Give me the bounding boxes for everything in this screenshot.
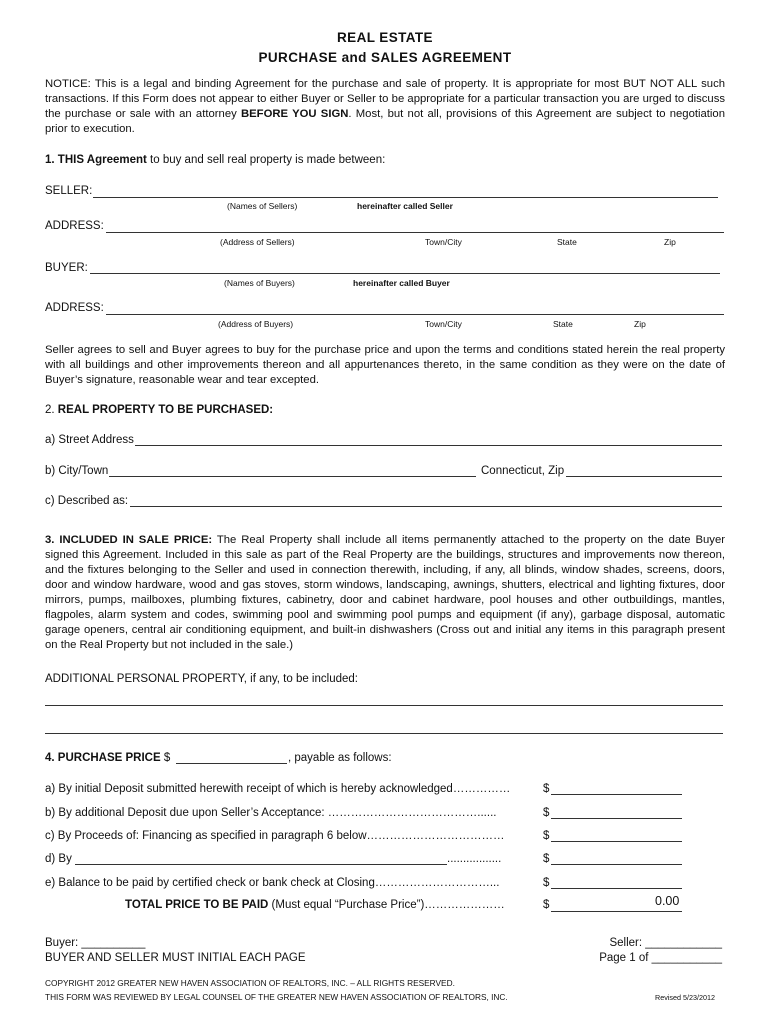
additional-property-line-1[interactable] [45,705,723,706]
payment-e-label: e) Balance to be paid by certified check or bank check at Closing…………………………... [45,877,500,889]
additional-property-line-2[interactable] [45,733,723,734]
seller-called-caption: hereinafter called Seller [357,201,453,211]
total-price-label: TOTAL PRICE TO BE PAID (Must equal “Purchase Price”)………………… [125,899,505,911]
payment-d-field[interactable] [551,864,682,865]
payment-e-field[interactable] [551,888,682,889]
buyer-called-caption: hereinafter called Buyer [353,278,450,288]
payable-text: , payable as follows: [288,752,392,764]
initial-notice: BUYER AND SELLER MUST INITIAL EACH PAGE [45,952,306,964]
payment-a-dollar: $ [543,783,550,795]
total-dollar: $ [543,899,550,911]
payment-e-dollar: $ [543,877,550,889]
buyer-town-caption: Town/City [425,319,462,329]
seller-address-label: ADDRESS: [45,220,104,232]
seller-address-field[interactable] [106,232,724,233]
additional-property-label: ADDITIONAL PERSONAL PROPERTY, if any, to be included: [45,673,358,685]
seller-label: SELLER: [45,185,93,197]
payment-b-dollar: $ [543,807,550,819]
section3-paragraph: 3. INCLUDED IN SALE PRICE: The Real Property shall include all items permanently attached to the property on the date Buyer signed this Agreement. Included in this sale as part of the Real Property are the buildings, structures and improvements now thereon, and the fixtures belonging to the Seller and used in connection therewith, including, if any, all blinds, window shades, screens, doors, door and window hardware, wood and gas stoves, storm windows, landscaping, awnings, shutters, electrical and lighting fixtures, door mirrors, pumps, mailboxes, plumbing fixtures, cabinetry, door and cabinet hardware, pool houses and other outbuildings, mantles, flagpoles, alarm system and codes, swimming pool and swimming pool pumps and equipment (if any), garbage disposal, automatic garage openers, central air conditioning equipment, and built-in dishwashers (Cross out and initial any items in this paragraph present on the Real Property but not included in the sale.) [45,534,726,651]
buyer-label: BUYER: [45,262,88,274]
seller-name-field[interactable] [93,197,718,198]
copyright-line: COPYRIGHT 2012 GREATER NEW HAVEN ASSOCIATION OF REALTORS, INC. – ALL RIGHTS RESERVED. [45,978,455,988]
notice-paragraph: NOTICE: This is a legal and binding Agreement for the purchase and sale of property. It is appropriate for most BUT NOT ALL such transactions. If this Form does not appear to either Buyer or Seller to be appropriate for a particular transaction you are urged to discuss the purchase or sale with an attorney BEFORE YOU SIGN. Most, but not all, provisions of this Agreement are subject to negotiation prior to execution. [45,78,726,135]
payment-d-label: d) By [45,853,72,865]
city-town-field[interactable] [109,476,476,477]
seller-initials[interactable]: Seller: ____________ [609,937,722,949]
total-price-value: 0.00 [655,894,680,908]
reviewed-line: THIS FORM WAS REVIEWED BY LEGAL COUNSEL OF THE GREATER NEW HAVEN ASSOCIATION OF REALTORS, INC. [45,992,508,1002]
buyer-state-caption: State [553,319,573,329]
described-as-field[interactable] [130,506,722,507]
title-agreement: PURCHASE and SALES AGREEMENT [258,50,512,65]
buyer-initials[interactable]: Buyer: __________ [45,937,146,949]
payment-a-field[interactable] [551,794,682,795]
buyer-name-field[interactable] [90,273,720,274]
agreement-paragraph: Seller agrees to sell and Buyer agrees to buy for the purchase price and upon the terms and conditions stated herein the real property with all buildings and other improvements thereon and all appurtenances thereto, in the same condition as they were on the date of Buyer’s signature, reasonable wear and tear excepted. [45,344,725,386]
payment-c-label: c) By Proceeds of: Financing as specified in paragraph 6 below……………………………… [45,830,505,842]
payment-c-dollar: $ [543,830,550,842]
seller-address-caption: (Address of Sellers) [220,237,295,247]
connecticut-zip-label: Connecticut, Zip [481,465,565,477]
buyer-names-caption: (Names of Buyers) [224,278,295,288]
purchase-price-heading: 4. PURCHASE PRICE $ [45,752,171,764]
total-price-field[interactable] [551,911,682,912]
street-address-field[interactable] [135,445,722,446]
page-number: Page 1 of ___________ [599,952,722,964]
section2-heading: 2. REAL PROPERTY TO BE PURCHASED: [45,404,274,416]
buyer-address-caption: (Address of Buyers) [218,319,294,329]
payment-c-field[interactable] [551,841,682,842]
zip-field[interactable] [566,476,722,477]
described-as-label: c) Described as: [45,495,129,507]
city-town-label: b) City/Town [45,465,109,477]
buyer-zip-caption: Zip [634,319,646,329]
seller-names-caption: (Names of Sellers) [227,201,298,211]
payment-b-label: b) By additional Deposit due upon Seller’s Acceptance: …………………………………...... [45,807,497,819]
section1-heading: 1. THIS Agreement to buy and sell real property is made between: [45,154,386,166]
seller-town-caption: Town/City [425,237,462,247]
purchase-price-field[interactable] [176,763,287,764]
revised-date: Revised 5/23/2012 [655,993,715,1002]
seller-zip-caption: Zip [664,237,676,247]
buyer-address-field[interactable] [106,314,724,315]
street-address-label: a) Street Address [45,434,134,446]
payment-b-field[interactable] [551,818,682,819]
buyer-address-label: ADDRESS: [45,302,104,314]
title-real-estate: REAL ESTATE [337,30,433,45]
payment-a-label: a) By initial Deposit submitted herewith receipt of which is hereby acknowledged…………… [45,783,511,795]
payment-d-description-field[interactable] [75,864,447,865]
payment-d-dots: ................. [447,853,502,865]
seller-state-caption: State [557,237,577,247]
payment-d-dollar: $ [543,853,550,865]
